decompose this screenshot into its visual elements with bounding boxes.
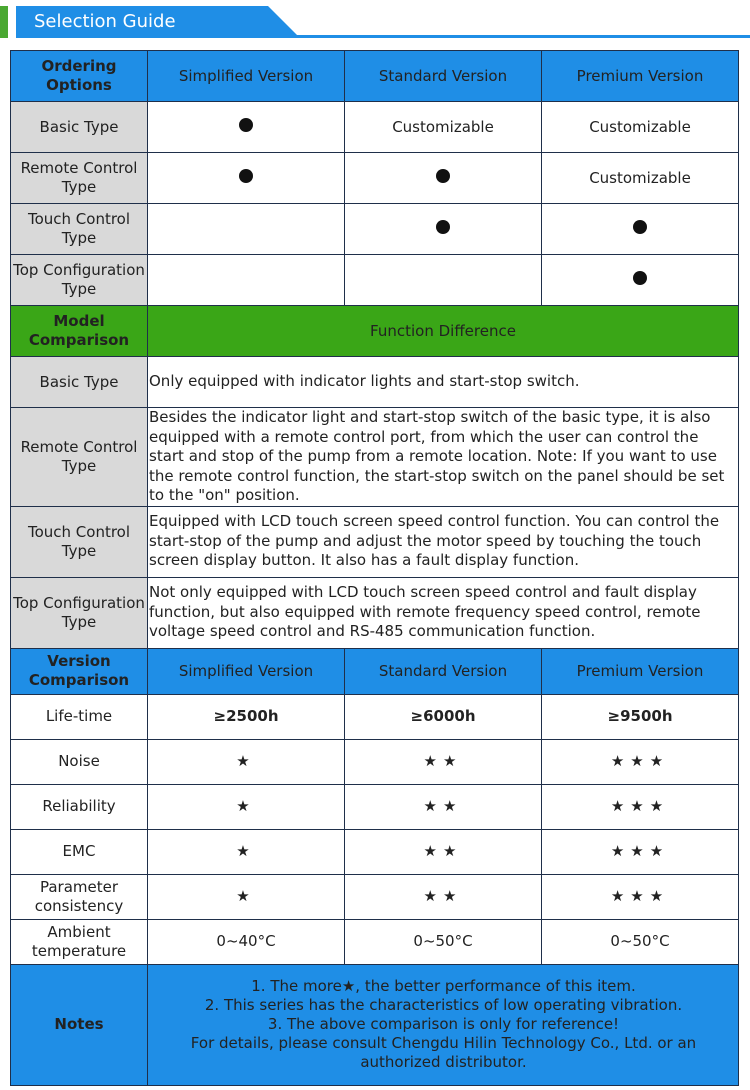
model-header-row — [11, 306, 739, 357]
row-label: Reliability — [11, 784, 148, 829]
dot-mark — [436, 220, 450, 234]
version-row — [11, 784, 739, 829]
ordering-row — [11, 102, 739, 153]
premium-version-heading: Premium Version — [542, 648, 739, 694]
note-line: 3. The above comparison is only for reference! — [267, 1015, 620, 1033]
dot-mark — [239, 169, 253, 183]
cell — [148, 153, 345, 204]
model-row — [11, 408, 739, 507]
function-difference-heading: Function Difference — [148, 306, 739, 357]
cell — [345, 204, 542, 255]
star-rating: ★ — [148, 829, 345, 874]
star-rating: ★★ — [345, 874, 542, 919]
cell — [345, 153, 542, 204]
model-comparison-heading: Model Comparison — [11, 306, 148, 357]
row-label: Remote Control Type — [11, 408, 148, 507]
temperature-value: 0~40°C — [148, 919, 345, 964]
function-description: Not only equipped with LCD touch screen speed control and fault display function, but also equipped with remote frequency speed control, remote voltage speed control and RS-485 communication function. — [148, 577, 739, 648]
notes-heading: Notes — [11, 964, 148, 1085]
cell — [542, 204, 739, 255]
row-label: Top Configuration Type — [11, 255, 148, 306]
function-description: Only equipped with indicator lights and start-stop switch. — [148, 357, 739, 408]
dot-mark — [436, 169, 450, 183]
dot-mark — [633, 271, 647, 285]
cell — [542, 255, 739, 306]
notes-body — [148, 964, 739, 1085]
row-label: Touch Control Type — [11, 506, 148, 577]
row-label: Ambient temperature — [11, 919, 148, 964]
simplified-version-heading: Simplified Version — [148, 51, 345, 102]
star-rating: ★★★ — [542, 739, 739, 784]
cell: Customizable — [542, 153, 739, 204]
note-line: 1. The more★, the better performance of this item. — [251, 977, 636, 995]
page-title: Selection Guide — [34, 11, 176, 32]
star-rating: ★★★ — [542, 874, 739, 919]
header-accent-bar — [0, 6, 8, 38]
star-rating: ★★★ — [542, 829, 739, 874]
row-label: Top Configuration Type — [11, 577, 148, 648]
ordering-row — [11, 153, 739, 204]
row-label: Noise — [11, 739, 148, 784]
ordering-row — [11, 204, 739, 255]
dot-mark — [633, 220, 647, 234]
cell — [148, 204, 345, 255]
function-description: Equipped with LCD touch screen speed control function. You can control the start-stop of the pump and adjust the motor speed by touching the touch screen display button. It also has a fault display function. — [148, 506, 739, 577]
temperature-value: 0~50°C — [542, 919, 739, 964]
cell: Customizable — [542, 102, 739, 153]
row-label: Parameter consistency — [11, 874, 148, 919]
note-line: For details, please consult Chengdu Hilin Technology Co., Ltd. or an authorized distributor. — [190, 1034, 697, 1071]
row-label: Basic Type — [11, 102, 148, 153]
premium-version-heading: Premium Version — [542, 51, 739, 102]
star-rating: ★★ — [345, 829, 542, 874]
star-rating: ★ — [148, 739, 345, 784]
temperature-value: 0~50°C — [345, 919, 542, 964]
star-rating: ★ — [148, 874, 345, 919]
star-rating: ★ — [148, 784, 345, 829]
simplified-version-heading: Simplified Version — [148, 648, 345, 694]
row-label: Touch Control Type — [11, 204, 148, 255]
model-row — [11, 357, 739, 408]
version-header-row — [11, 648, 739, 694]
ordering-options-heading: Ordering Options — [11, 51, 148, 102]
version-row — [11, 694, 739, 739]
lifetime-value: ≥6000h — [345, 694, 542, 739]
selection-guide-table — [10, 50, 739, 1086]
cell — [148, 255, 345, 306]
model-row — [11, 506, 739, 577]
model-row — [11, 577, 739, 648]
lifetime-value: ≥9500h — [542, 694, 739, 739]
lifetime-value: ≥2500h — [148, 694, 345, 739]
row-label: Life-time — [11, 694, 148, 739]
version-comparison-heading: Version Comparison — [11, 648, 148, 694]
notes-row — [11, 964, 739, 1085]
standard-version-heading: Standard Version — [345, 51, 542, 102]
version-row — [11, 829, 739, 874]
function-description: Besides the indicator light and start-stop switch of the basic type, it is also equipped with a remote control port, from which the user can control the start and stop of the pump from a remote location. Note: If you want to use the remote control function, the start-stop switch on the panel should be set to the "on" position. — [148, 408, 739, 507]
row-label: EMC — [11, 829, 148, 874]
note-line: 2. This series has the characteristics of low operating vibration. — [204, 996, 683, 1014]
row-label: Basic Type — [11, 357, 148, 408]
ordering-row — [11, 255, 739, 306]
version-row — [11, 739, 739, 784]
cell: Customizable — [345, 102, 542, 153]
star-rating: ★★ — [345, 739, 542, 784]
star-rating: ★★ — [345, 784, 542, 829]
header-underline — [290, 35, 750, 38]
version-row — [11, 874, 739, 919]
row-label: Remote Control Type — [11, 153, 148, 204]
standard-version-heading: Standard Version — [345, 648, 542, 694]
version-row — [11, 919, 739, 964]
cell — [148, 102, 345, 153]
dot-mark — [239, 118, 253, 132]
cell — [345, 255, 542, 306]
ordering-header-row — [11, 51, 739, 102]
star-rating: ★★★ — [542, 784, 739, 829]
